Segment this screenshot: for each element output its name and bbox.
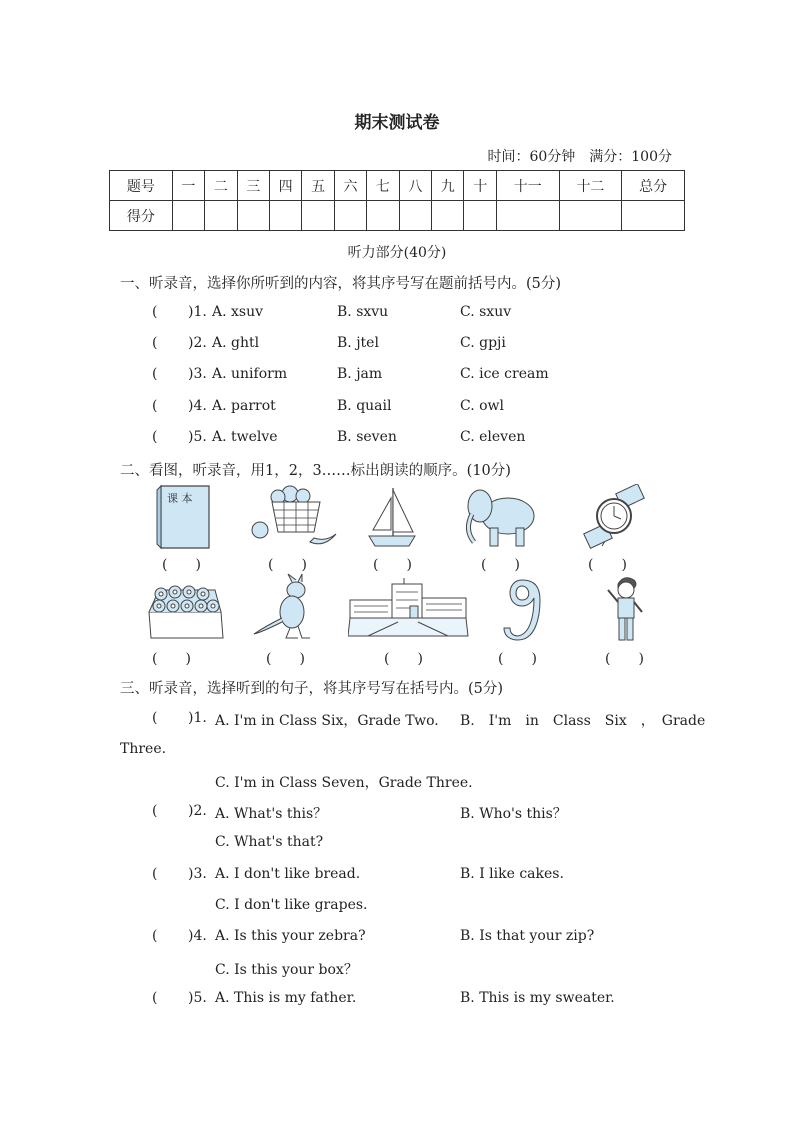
listening-part-title: 听力部分(40分) [347, 245, 447, 261]
option-b: B. jtel [337, 335, 379, 351]
q-number: )1. [188, 710, 207, 726]
score-header-cell: 六 [334, 171, 366, 201]
option-c: C. I don't like grapes. [215, 897, 368, 913]
book-title-text: 课 本 [167, 492, 193, 505]
option-b: B. jam [337, 366, 383, 382]
answer-paren[interactable]: ( ) [162, 557, 201, 573]
score-cell[interactable] [399, 201, 431, 231]
option-b: B. I like cakes. [460, 866, 564, 882]
page-title: 期末测试卷 [354, 113, 440, 133]
option-c: C. ice cream [460, 366, 549, 382]
answer-paren[interactable]: ( [152, 335, 158, 351]
score-header-cell: 十一 [496, 171, 559, 201]
answer-paren[interactable]: ( [152, 398, 158, 414]
score-table [109, 170, 685, 231]
q-number: )1. [188, 304, 207, 320]
score-cell[interactable] [172, 201, 204, 231]
book-picture [155, 484, 213, 550]
option-b: B. Who's this？ [460, 806, 567, 822]
score-header-cell: 五 [302, 171, 334, 201]
answer-paren[interactable]: ( ) [605, 651, 644, 667]
score-header-cell: 七 [367, 171, 399, 201]
answer-paren[interactable]: ( [152, 429, 158, 445]
score-table-score-row [110, 201, 685, 231]
option-b-continuation: Three. [120, 741, 167, 757]
score-header-cell: 四 [269, 171, 301, 201]
option-c: C. Is this your box？ [215, 962, 358, 978]
score-cell[interactable] [367, 201, 399, 231]
answer-paren[interactable]: ( [152, 990, 158, 1006]
score-cell[interactable] [205, 201, 237, 231]
option-b: B. Is that your zip? [460, 928, 595, 944]
answer-paren[interactable]: ( ) [498, 651, 537, 667]
score-cell[interactable] [334, 201, 366, 231]
boy-picture [604, 574, 648, 644]
answer-paren[interactable]: ( ) [152, 651, 191, 667]
option-c: C. What's that? [215, 834, 324, 850]
q-number: )2. [188, 335, 207, 351]
fruit-basket-picture [248, 484, 340, 550]
option-a: A. uniform [212, 366, 288, 382]
section3-heading: 三、听录音，选择听到的句子，将其序号写在括号内。(5分) [120, 681, 504, 697]
option-b: B. I'm in Class Six ， Grade [460, 713, 706, 729]
option-a: A. I don't like bread. [215, 866, 361, 882]
option-a: A. Is this your zebra? [215, 928, 366, 944]
answer-paren[interactable]: ( ) [373, 557, 412, 573]
answer-paren[interactable]: ( ) [384, 651, 423, 667]
answer-paren[interactable]: ( [152, 304, 158, 320]
q-number: )3. [188, 366, 207, 382]
answer-paren[interactable]: ( ) [588, 557, 627, 573]
donuts-picture [145, 578, 225, 642]
score-cell[interactable] [622, 201, 685, 231]
school-picture [348, 576, 470, 642]
q-number: )3. [188, 866, 207, 882]
sailboat-picture [365, 484, 419, 550]
score-cell[interactable] [269, 201, 301, 231]
score-table-header-row [110, 171, 685, 201]
time-score-info: 时间：60分钟 满分：100分 [487, 149, 672, 165]
option-c: C. sxuv [460, 304, 512, 320]
option-b: B. seven [337, 429, 397, 445]
answer-paren[interactable]: ( [152, 710, 158, 726]
option-c: C. owl [460, 398, 505, 414]
score-cell[interactable] [432, 201, 464, 231]
option-c: C. I'm in Class Seven，Grade Three. [215, 775, 473, 791]
option-a: A. I'm in Class Six，Grade Two. [215, 713, 439, 729]
section1-heading: 一、听录音，选择你所听到的内容，将其序号写在题前括号内。(5分) [120, 276, 562, 292]
option-a: A. What's this？ [215, 806, 328, 822]
answer-paren[interactable]: ( ) [266, 651, 305, 667]
score-cell[interactable] [464, 201, 496, 231]
answer-paren[interactable]: ( [152, 928, 158, 944]
option-c: C. eleven [460, 429, 526, 445]
option-c: C. gpji [460, 335, 506, 351]
score-cell[interactable] [302, 201, 334, 231]
option-a: A. ghtl [212, 335, 260, 351]
q-number: )4. [188, 928, 207, 944]
option-b: B. This is my sweater. [460, 990, 615, 1006]
score-header-cell: 一 [172, 171, 204, 201]
option-b: B. sxvu [337, 304, 389, 320]
score-header-cell: 三 [237, 171, 269, 201]
score-row-label: 得分 [110, 201, 173, 231]
section2-heading: 二、看图，听录音，用1，2，3……标出朗读的顺序。(10分) [120, 463, 511, 479]
option-b: B. quail [337, 398, 392, 414]
q-number: )5. [188, 429, 207, 445]
answer-paren[interactable]: ( [152, 803, 158, 819]
kangaroo-picture [252, 572, 318, 642]
elephant-picture [458, 484, 542, 550]
option-a: A. xsuv [212, 304, 264, 320]
score-header-cell: 十 [464, 171, 496, 201]
score-header-cell: 十二 [559, 171, 622, 201]
score-header-cell: 八 [399, 171, 431, 201]
option-a: A. This is my father. [215, 990, 357, 1006]
option-a: A. twelve [212, 429, 278, 445]
q-number: )4. [188, 398, 207, 414]
score-cell[interactable] [559, 201, 622, 231]
score-header-cell: 总分 [622, 171, 685, 201]
answer-paren[interactable]: ( [152, 866, 158, 882]
number-nine-picture [500, 576, 544, 642]
score-header-cell: 二 [205, 171, 237, 201]
answer-paren[interactable]: ( ) [268, 557, 307, 573]
score-header-cell: 九 [432, 171, 464, 201]
score-header-cell: 题号 [110, 171, 173, 201]
q-number: )2. [188, 803, 207, 819]
score-cell[interactable] [237, 201, 269, 231]
q-number: )5. [188, 990, 207, 1006]
answer-paren[interactable]: ( [152, 366, 158, 382]
watch-picture [582, 484, 648, 550]
score-cell[interactable] [496, 201, 559, 231]
option-a: A. parrot [212, 398, 276, 414]
answer-paren[interactable]: ( ) [481, 557, 520, 573]
